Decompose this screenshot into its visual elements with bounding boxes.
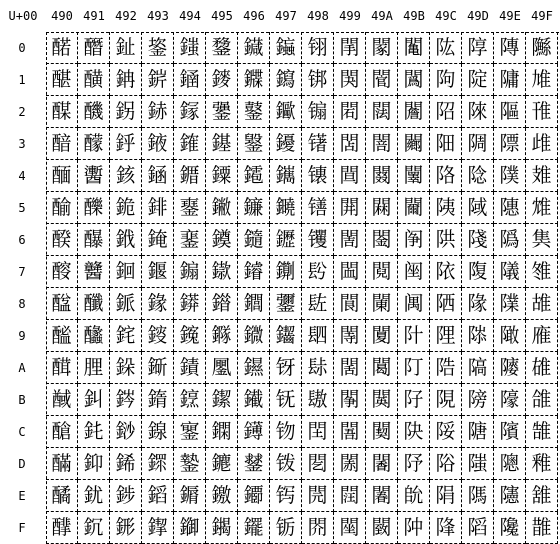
glyph-cell: 䥁 <box>174 64 206 96</box>
glyph-cell: 䧙 <box>462 320 494 352</box>
glyph-cell: 䥗 <box>206 256 238 288</box>
glyph-cell: 䥏 <box>174 512 206 544</box>
glyph-cell: 䧾 <box>526 480 558 512</box>
glyph-cell: 䤋 <box>46 384 78 416</box>
glyph-cell: 䤶 <box>142 224 174 256</box>
glyph-cell: 䦋 <box>302 384 334 416</box>
glyph-cell: 䧒 <box>462 96 494 128</box>
glyph-cell: 䥬 <box>238 416 270 448</box>
glyph-cell: 䥾 <box>270 480 302 512</box>
glyph-cell: 䤝 <box>78 448 110 480</box>
glyph-cell: 䥌 <box>174 416 206 448</box>
glyph-cell: 䤁 <box>46 64 78 96</box>
glyph-cell: 䦢 <box>366 96 398 128</box>
glyph-cell: 䤗 <box>78 256 110 288</box>
glyph-cell: 䤔 <box>78 160 110 192</box>
glyph-cell: 䥮 <box>238 480 270 512</box>
glyph-cell: 䥇 <box>174 256 206 288</box>
glyph-cell: 䥐 <box>206 32 238 64</box>
glyph-cell: 䥒 <box>206 96 238 128</box>
glyph-cell: 䧝 <box>462 448 494 480</box>
glyph-cell: 䥷 <box>270 256 302 288</box>
glyph-cell: 䤄 <box>46 160 78 192</box>
glyph-cell: 䦿 <box>398 512 430 544</box>
glyph-cell: 䥕 <box>206 192 238 224</box>
glyph-cell: 䧊 <box>430 352 462 384</box>
glyph-cell: 䧭 <box>494 448 526 480</box>
glyph-cell: 䤱 <box>142 64 174 96</box>
glyph-cell: 䦲 <box>398 96 430 128</box>
column-header: 49E <box>499 9 521 23</box>
glyph-cell: 䦆 <box>302 224 334 256</box>
glyph-cell: 䧦 <box>494 224 526 256</box>
glyph-cell: 䤮 <box>110 480 142 512</box>
glyph-cell: 䦃 <box>302 128 334 160</box>
glyph-cell: 䧪 <box>494 352 526 384</box>
glyph-cell: 䥈 <box>174 288 206 320</box>
glyph-cell: 䤉 <box>46 320 78 352</box>
glyph-cell: 䦴 <box>398 160 430 192</box>
glyph-cell: 䦁 <box>302 64 334 96</box>
glyph-cell: 䥚 <box>206 352 238 384</box>
glyph-cell: 䧥 <box>494 192 526 224</box>
glyph-cell: 䤣 <box>110 128 142 160</box>
glyph-cell: 䥭 <box>238 448 270 480</box>
column-header: 490 <box>51 9 73 23</box>
glyph-cell: 䤳 <box>142 128 174 160</box>
glyph-cell: 䧄 <box>430 160 462 192</box>
glyph-cell: 䤍 <box>46 448 78 480</box>
glyph-cell: 䧢 <box>494 96 526 128</box>
glyph-cell: 䥺 <box>270 352 302 384</box>
row-header: A <box>18 361 26 375</box>
glyph-cell: 䥲 <box>270 96 302 128</box>
glyph-cell: 䥍 <box>174 448 206 480</box>
column-header: 492 <box>115 9 137 23</box>
glyph-cell: 䦮 <box>366 480 398 512</box>
glyph-cell: 䧨 <box>494 288 526 320</box>
glyph-cell: 䧜 <box>462 416 494 448</box>
glyph-cell: 䥦 <box>238 224 270 256</box>
glyph-cell: 䦂 <box>302 96 334 128</box>
glyph-cell: 䥢 <box>238 96 270 128</box>
glyph-cell: 䥹 <box>270 320 302 352</box>
row-header: 1 <box>18 73 26 87</box>
glyph-cell: 䤐 <box>78 32 110 64</box>
glyph-cell: 䥯 <box>238 512 270 544</box>
glyph-cell: 䤚 <box>78 352 110 384</box>
column-header: 49F <box>531 9 553 23</box>
glyph-cell: 䦟 <box>334 512 366 544</box>
glyph-cell: 䦈 <box>302 288 334 320</box>
row-header: 4 <box>18 169 26 183</box>
glyph-cell: 䧶 <box>526 224 558 256</box>
column-header: 494 <box>179 9 201 23</box>
glyph-cell: 䧴 <box>526 160 558 192</box>
glyph-cell: 䥿 <box>270 512 302 544</box>
glyph-cell: 䦨 <box>366 288 398 320</box>
glyph-cell: 䦒 <box>334 96 366 128</box>
glyph-cell: 䦜 <box>334 416 366 448</box>
glyph-cell: 䤦 <box>110 224 142 256</box>
glyph-cell: 䥫 <box>238 384 270 416</box>
glyph-cell: 䧩 <box>494 320 526 352</box>
glyph-cell: 䥝 <box>206 448 238 480</box>
glyph-cell: 䦻 <box>398 384 430 416</box>
glyph-cell: 䧠 <box>494 32 526 64</box>
glyph-cell: 䤃 <box>46 128 78 160</box>
glyph-cell: 䧑 <box>462 64 494 96</box>
glyph-cell: 䦘 <box>334 288 366 320</box>
glyph-cell: 䦉 <box>302 320 334 352</box>
glyph-cell: 䧰 <box>526 32 558 64</box>
row-header: D <box>18 457 26 471</box>
glyph-cell: 䥴 <box>270 160 302 192</box>
glyph-cell: 䦚 <box>334 352 366 384</box>
glyph-cell: 䧉 <box>430 320 462 352</box>
glyph-cell: 䤢 <box>110 96 142 128</box>
glyph-cell: 䦛 <box>334 384 366 416</box>
glyph-cell: 䤯 <box>110 512 142 544</box>
glyph-cell: 䤈 <box>46 288 78 320</box>
row-header: 8 <box>18 297 26 311</box>
glyph-cell: 䥡 <box>238 64 270 96</box>
glyph-cell: 䧲 <box>526 96 558 128</box>
column-header: 495 <box>211 9 233 23</box>
glyph-cell: 䦎 <box>302 480 334 512</box>
row-header: 2 <box>18 105 26 119</box>
row-header: 7 <box>18 265 26 279</box>
glyph-cell: 䥼 <box>270 416 302 448</box>
row-header: 9 <box>18 329 26 343</box>
column-header: 493 <box>147 9 169 23</box>
glyph-cell: 䤻 <box>142 384 174 416</box>
glyph-cell: 䤹 <box>142 320 174 352</box>
glyph-cell: 䥓 <box>206 128 238 160</box>
glyph-cell: 䥵 <box>270 192 302 224</box>
glyph-cell: 䥅 <box>174 192 206 224</box>
glyph-cell: 䤩 <box>110 320 142 352</box>
glyph-cell: 䦍 <box>302 448 334 480</box>
glyph-cell: 䧿 <box>526 512 558 544</box>
glyph-cell: 䤜 <box>78 416 110 448</box>
glyph-cell: 䦝 <box>334 448 366 480</box>
glyph-cell: 䦡 <box>366 64 398 96</box>
glyph-cell: 䧣 <box>494 128 526 160</box>
glyph-cell: 䧈 <box>430 288 462 320</box>
glyph-cell: 䤖 <box>78 224 110 256</box>
glyph-cell: 䥧 <box>238 256 270 288</box>
glyph-cell: 䦪 <box>366 352 398 384</box>
glyph-cell: 䤓 <box>78 128 110 160</box>
row-header: 0 <box>18 41 26 55</box>
glyph-cell: 䦐 <box>334 32 366 64</box>
glyph-cell: 䤞 <box>78 480 110 512</box>
glyph-cell: 䧻 <box>526 384 558 416</box>
corner-label: U+00 <box>8 9 38 23</box>
glyph-cell: 䧂 <box>430 96 462 128</box>
glyph-cell: 䦅 <box>302 192 334 224</box>
glyph-cell: 䤅 <box>46 192 78 224</box>
column-header: 49B <box>403 9 425 23</box>
glyph-cell: 䤟 <box>78 512 110 544</box>
glyph-cell: 䥖 <box>206 224 238 256</box>
row-header: E <box>18 489 26 503</box>
glyph-cell: 䧔 <box>462 160 494 192</box>
glyph-cell: 䦺 <box>398 352 430 384</box>
glyph-cell: 䥪 <box>238 352 270 384</box>
glyph-cell: 䧇 <box>430 256 462 288</box>
glyph-cell: 䤿 <box>142 512 174 544</box>
glyph-cell: 䧁 <box>430 64 462 96</box>
glyph-cell: 䧘 <box>462 288 494 320</box>
column-header: 499 <box>339 9 361 23</box>
row-header: 5 <box>18 201 26 215</box>
glyph-cell: 䦑 <box>334 64 366 96</box>
glyph-cell: 䧏 <box>430 512 462 544</box>
glyph-cell: 䤙 <box>78 320 110 352</box>
glyph-cell: 䦾 <box>398 480 430 512</box>
glyph-cell: 䧼 <box>526 416 558 448</box>
glyph-cell: 䥞 <box>206 480 238 512</box>
glyph-cell: 䧮 <box>494 480 526 512</box>
glyph-cell: 䤴 <box>142 160 174 192</box>
glyph-cell: 䥠 <box>238 32 270 64</box>
glyph-cell: 䦸 <box>398 288 430 320</box>
column-header: 498 <box>307 9 329 23</box>
glyph-cell: 䧃 <box>430 128 462 160</box>
glyph-cell: 䥣 <box>238 128 270 160</box>
glyph-cell: 䤧 <box>110 256 142 288</box>
glyph-cell: 䥽 <box>270 448 302 480</box>
column-header: 49A <box>371 9 393 23</box>
glyph-cell: 䦞 <box>334 480 366 512</box>
glyph-cell: 䦦 <box>366 224 398 256</box>
glyph-cell: 䥘 <box>206 288 238 320</box>
glyph-cell: 䧍 <box>430 448 462 480</box>
glyph-cell: 䦥 <box>366 192 398 224</box>
glyph-cell: 䤎 <box>46 480 78 512</box>
glyph-cell: 䤊 <box>46 352 78 384</box>
row-header: C <box>18 425 26 439</box>
glyph-cell: 䦰 <box>398 32 430 64</box>
glyph-cell: 䥰 <box>270 32 302 64</box>
glyph-cell: 䧽 <box>526 448 558 480</box>
glyph-cell: 䤒 <box>78 96 110 128</box>
glyph-cell: 䤠 <box>110 32 142 64</box>
glyph-cell: 䧗 <box>462 256 494 288</box>
glyph-cell: 䤥 <box>110 192 142 224</box>
glyph-cell: 䦄 <box>302 160 334 192</box>
glyph-cell: 䥂 <box>174 96 206 128</box>
glyph-cell: 䦳 <box>398 128 430 160</box>
glyph-cell: 䧅 <box>430 192 462 224</box>
glyph-cell: 䧞 <box>462 480 494 512</box>
glyph-cell: 䧡 <box>494 64 526 96</box>
glyph-cell: 䦗 <box>334 256 366 288</box>
glyph-cell: 䤕 <box>78 192 110 224</box>
glyph-cell: 䥎 <box>174 480 206 512</box>
glyph-cell: 䤀 <box>46 32 78 64</box>
column-header: 497 <box>275 9 297 23</box>
glyph-cell: 䧤 <box>494 160 526 192</box>
glyph-cell: 䤬 <box>110 416 142 448</box>
column-header: 49D <box>467 9 489 23</box>
glyph-cell: 䤺 <box>142 352 174 384</box>
glyph-cell: 䦽 <box>398 448 430 480</box>
glyph-cell: 䤲 <box>142 96 174 128</box>
glyph-cell: 䦵 <box>398 192 430 224</box>
glyph-cell: 䦠 <box>366 32 398 64</box>
glyph-cell: 䤘 <box>78 288 110 320</box>
glyph-cell: 䧐 <box>462 32 494 64</box>
column-header: 491 <box>83 9 105 23</box>
glyph-cell: 䧺 <box>526 352 558 384</box>
glyph-cell: 䤑 <box>78 64 110 96</box>
column-header: 496 <box>243 9 265 23</box>
glyph-cell: 䦀 <box>302 32 334 64</box>
glyph-cell: 䧀 <box>430 32 462 64</box>
glyph-cell: 䤛 <box>78 384 110 416</box>
glyph-cell: 䧫 <box>494 384 526 416</box>
glyph-cell: 䦏 <box>302 512 334 544</box>
glyph-cell: 䤇 <box>46 256 78 288</box>
glyph-cell: 䥶 <box>270 224 302 256</box>
glyph-cell: 䤷 <box>142 256 174 288</box>
glyph-cell: 䦹 <box>398 320 430 352</box>
glyph-cell: 䦱 <box>398 64 430 96</box>
glyph-cell: 䧕 <box>462 192 494 224</box>
glyph-cell: 䦖 <box>334 224 366 256</box>
glyph-cell: 䥱 <box>270 64 302 96</box>
glyph-cell: 䧹 <box>526 320 558 352</box>
glyph-cell: 䥟 <box>206 512 238 544</box>
glyph-cell: 䦇 <box>302 256 334 288</box>
glyph-cell: 䧌 <box>430 416 462 448</box>
glyph-cell: 䦩 <box>366 320 398 352</box>
glyph-cell: 䥸 <box>270 288 302 320</box>
glyph-cell: 䥥 <box>238 192 270 224</box>
glyph-cell: 䤭 <box>110 448 142 480</box>
glyph-cell: 䤫 <box>110 384 142 416</box>
glyph-cell: 䥔 <box>206 160 238 192</box>
glyph-cell: 䧧 <box>494 256 526 288</box>
glyph-cell: 䧓 <box>462 128 494 160</box>
glyph-cell: 䥳 <box>270 128 302 160</box>
glyph-cell: 䥀 <box>174 32 206 64</box>
row-header: B <box>18 393 26 407</box>
glyph-cell: 䥊 <box>174 352 206 384</box>
glyph-cell: 䤌 <box>46 416 78 448</box>
row-header: 6 <box>18 233 26 247</box>
glyph-cell: 䤨 <box>110 288 142 320</box>
glyph-cell: 䦊 <box>302 352 334 384</box>
glyph-cell: 䧚 <box>462 352 494 384</box>
glyph-cell: 䧱 <box>526 64 558 96</box>
column-header: 49C <box>435 9 457 23</box>
glyph-cell: 䦶 <box>398 224 430 256</box>
glyph-cell: 䧸 <box>526 288 558 320</box>
glyph-cell: 䥨 <box>238 288 270 320</box>
glyph-cell: 䤼 <box>142 416 174 448</box>
glyph-cell: 䦬 <box>366 416 398 448</box>
glyph-cell: 䧛 <box>462 384 494 416</box>
glyph-cell: 䥉 <box>174 320 206 352</box>
glyph-cell: 䦔 <box>334 160 366 192</box>
glyph-cell: 䥩 <box>238 320 270 352</box>
glyph-cell: 䤪 <box>110 352 142 384</box>
glyph-cell: 䦫 <box>366 384 398 416</box>
glyph-cell: 䤰 <box>142 32 174 64</box>
glyph-cell: 䦙 <box>334 320 366 352</box>
glyph-cell: 䦧 <box>366 256 398 288</box>
glyph-cell: 䤽 <box>142 448 174 480</box>
glyph-cell: 䤵 <box>142 192 174 224</box>
glyph-cell: 䧬 <box>494 416 526 448</box>
glyph-cell: 䤡 <box>110 64 142 96</box>
glyph-cell: 䧆 <box>430 224 462 256</box>
glyph-cell: 䥑 <box>206 64 238 96</box>
glyph-cell: 䧎 <box>430 480 462 512</box>
glyph-cell: 䤤 <box>110 160 142 192</box>
glyph-cell: 䤸 <box>142 288 174 320</box>
glyph-cell: 䤾 <box>142 480 174 512</box>
glyph-cell: 䧟 <box>462 512 494 544</box>
glyph-cell: 䥙 <box>206 320 238 352</box>
glyph-cell: 䦓 <box>334 128 366 160</box>
glyph-cell: 䤆 <box>46 224 78 256</box>
glyph-cell: 䦣 <box>366 128 398 160</box>
glyph-cell: 䧖 <box>462 224 494 256</box>
glyph-cell: 䦭 <box>366 448 398 480</box>
glyph-cell: 䥃 <box>174 128 206 160</box>
glyph-cell: 䥻 <box>270 384 302 416</box>
glyph-cell: 䧷 <box>526 256 558 288</box>
row-header: 3 <box>18 137 26 151</box>
glyph-cell: 䦼 <box>398 416 430 448</box>
glyph-cell: 䥛 <box>206 384 238 416</box>
glyph-cell: 䦤 <box>366 160 398 192</box>
glyph-cell: 䥜 <box>206 416 238 448</box>
glyph-cell: 䥆 <box>174 224 206 256</box>
glyph-cell: 䧵 <box>526 192 558 224</box>
row-header: F <box>18 521 26 535</box>
glyph-cell: 䦷 <box>398 256 430 288</box>
glyph-cell: 䥤 <box>238 160 270 192</box>
glyph-cell: 䦯 <box>366 512 398 544</box>
glyph-cell: 䥋 <box>174 384 206 416</box>
glyph-cell: 䧋 <box>430 384 462 416</box>
glyph-cell: 䦌 <box>302 416 334 448</box>
glyph-cell: 䤂 <box>46 96 78 128</box>
glyph-cell: 䧳 <box>526 128 558 160</box>
glyph-cell: 䦕 <box>334 192 366 224</box>
glyph-cell: 䤏 <box>46 512 78 544</box>
glyph-cell: 䧯 <box>494 512 526 544</box>
glyph-cell: 䥄 <box>174 160 206 192</box>
